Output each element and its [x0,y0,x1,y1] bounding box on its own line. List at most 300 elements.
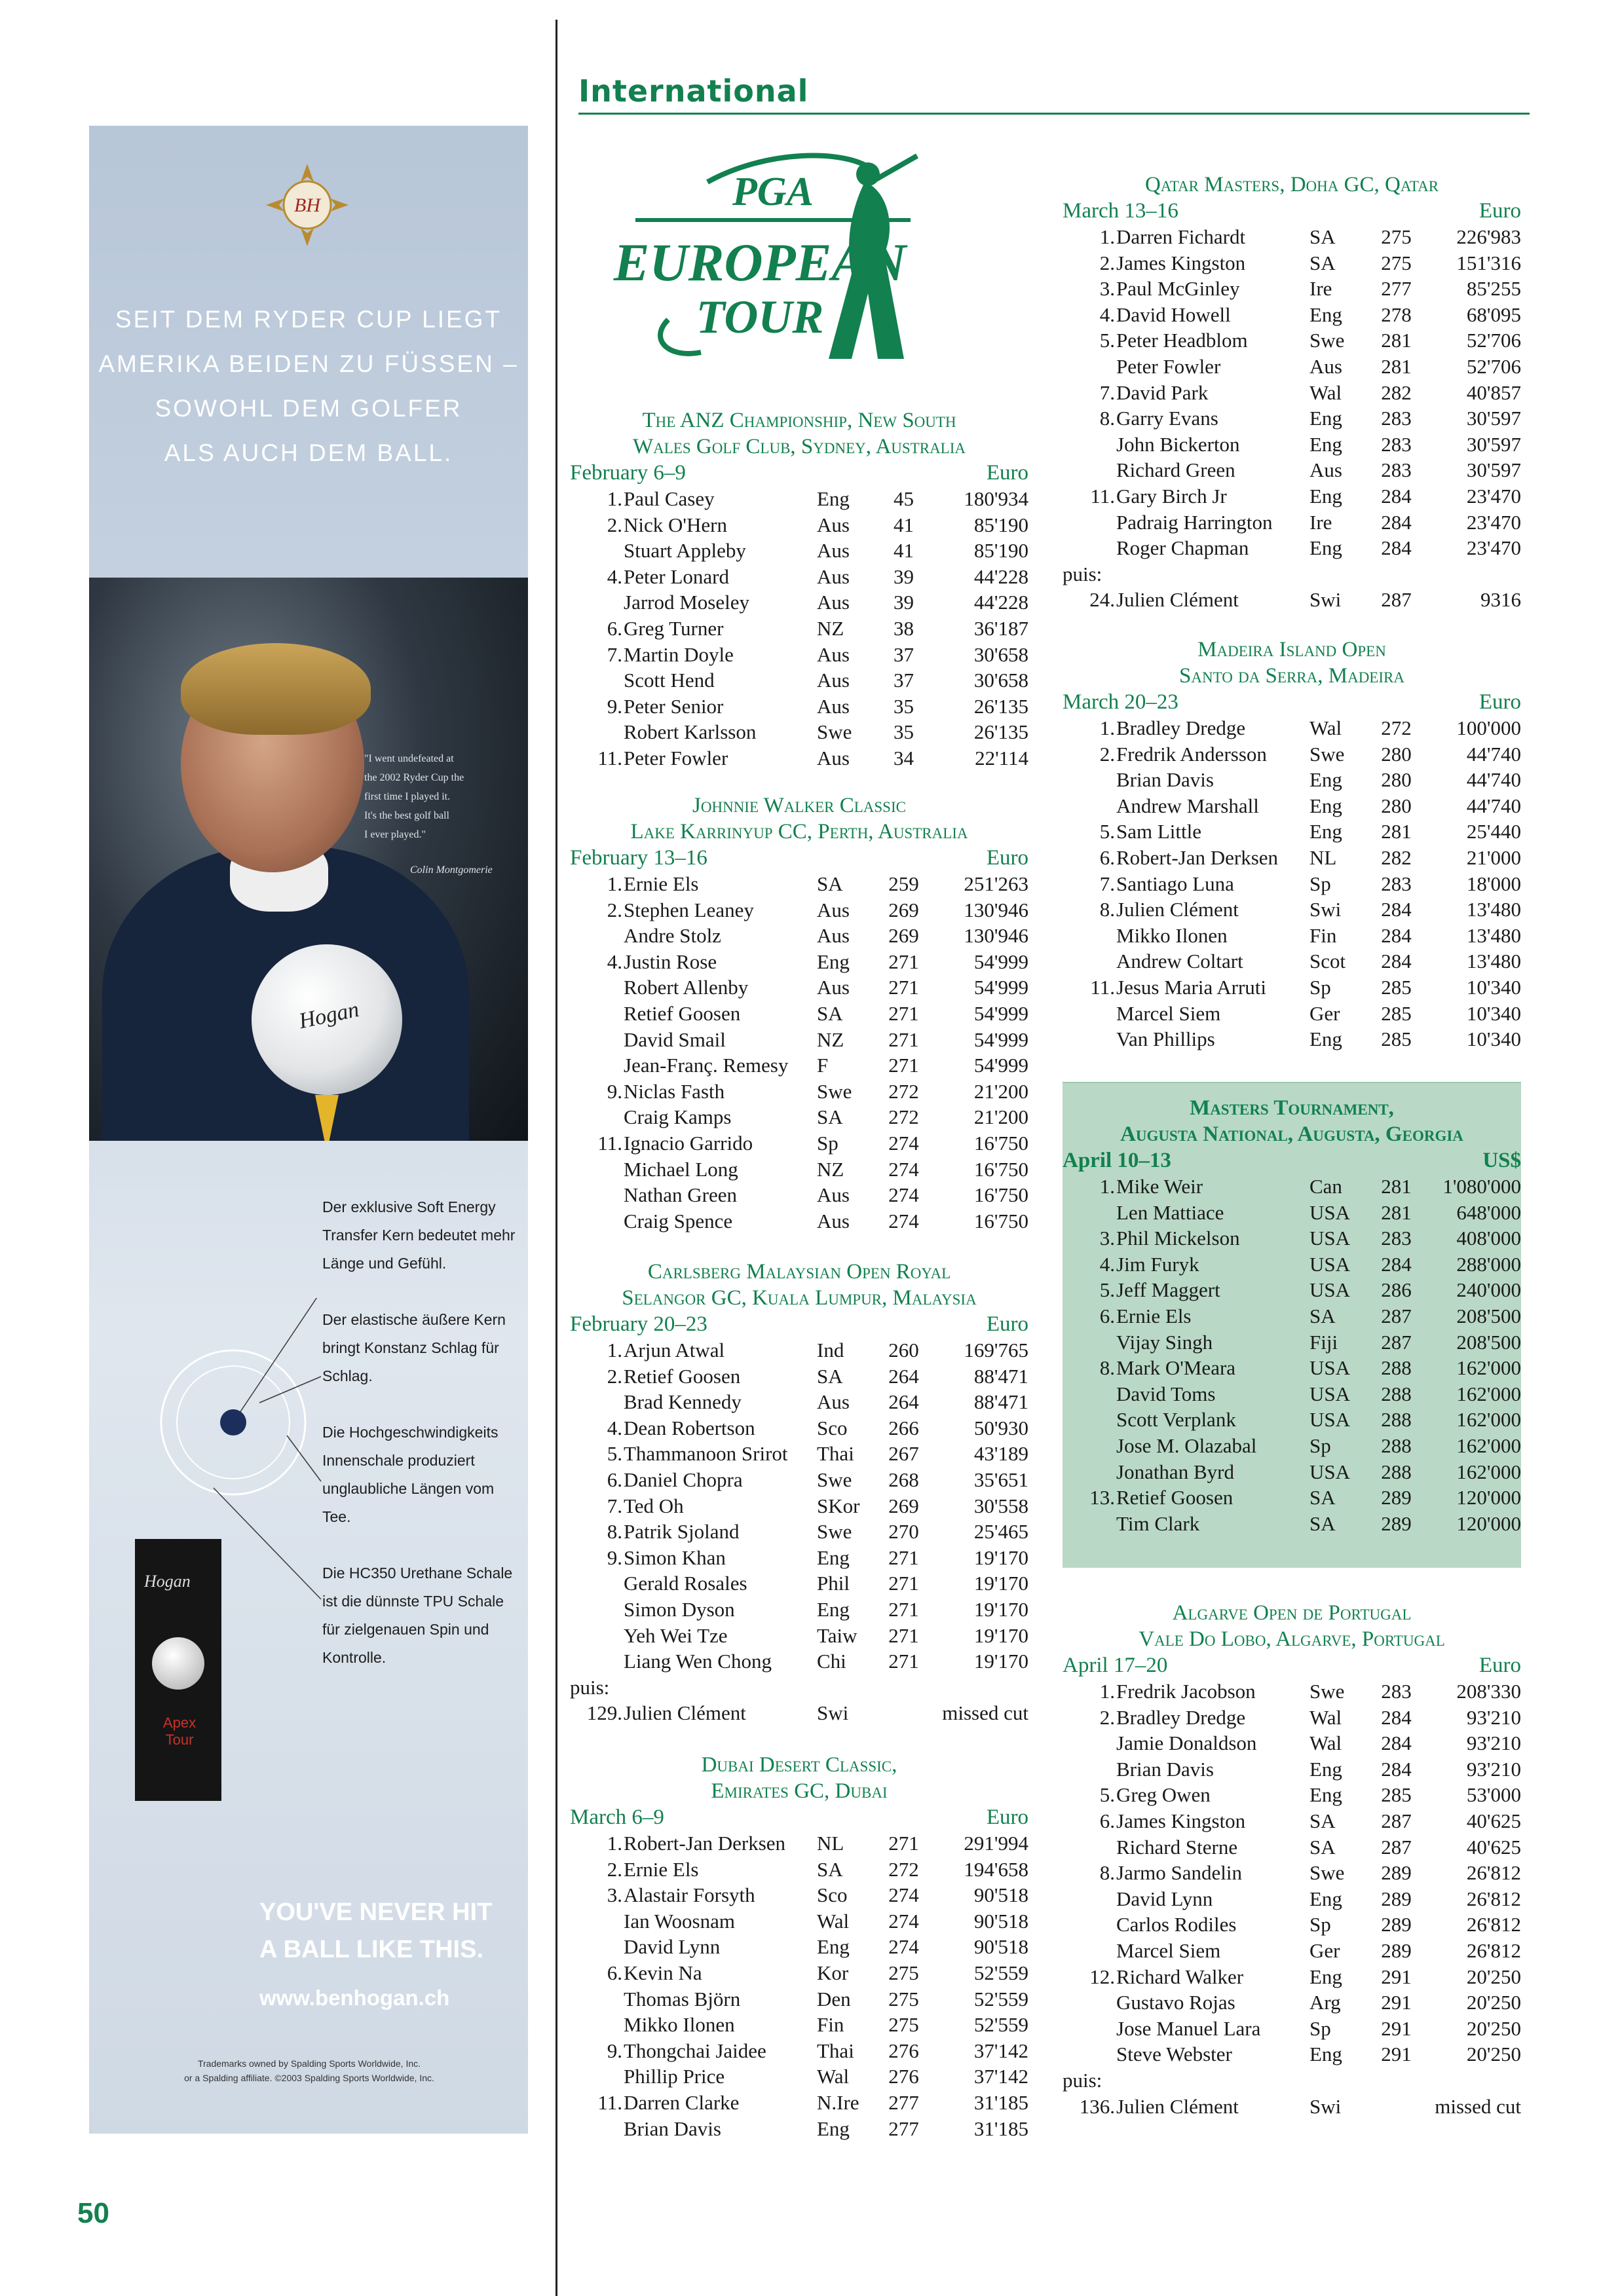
score: 284 [1381,1731,1412,1755]
result-row [570,1157,1028,1183]
score: 284 [1381,1252,1412,1276]
player-name: Ted Oh [624,1494,684,1517]
result-row [570,2064,1028,2090]
player-name: David Park [1116,380,1209,404]
country: USA [1309,1382,1351,1405]
result-row [1063,819,1521,845]
ad-headline-line: ALS AUCH DEM BALL. [164,439,453,466]
result-row [1063,1990,1521,2016]
score: 274 [888,1183,919,1207]
tournament-dates-row [1063,198,1521,224]
player-name: Retief Goosen [624,1001,741,1025]
country: Wal [1309,1705,1342,1729]
score: 285 [1381,1028,1412,1051]
position [570,719,622,745]
country: Thai [817,1442,854,1466]
country: Thai [817,2039,854,2062]
score: 288 [1381,1408,1412,1432]
score: 271 [888,1001,919,1025]
result-row [1063,741,1521,768]
player-name: Craig Kamps [624,1105,732,1129]
country: Aus [817,694,850,718]
earnings: 18'000 [1466,872,1521,895]
score: 289 [1381,1861,1412,1885]
country: Sp [1309,872,1331,895]
position: 2. [1099,1705,1115,1729]
player-name: Michael Long [624,1157,738,1181]
country: SA [1309,1511,1336,1535]
position: 11. [1090,484,1115,508]
result-row [570,1648,1028,1675]
score: 289 [1381,1486,1412,1509]
score: 283 [1381,1680,1412,1703]
player-name: Roger Chapman [1116,536,1249,560]
country: Sp [1309,2016,1331,2040]
position [1063,354,1115,380]
country: Ger [1309,1938,1340,1962]
position [1063,1886,1115,1912]
tournament-dates: April 17–20 [1063,1654,1168,1677]
tournament-algarve [1063,1600,1521,2119]
country: Aus [1309,458,1342,482]
player-name: Ian Woosnam [624,1909,735,1933]
currency-label: US$ [1482,1149,1521,1172]
country: Eng [817,950,850,973]
position: 3. [1099,1227,1115,1250]
score: 285 [1381,975,1412,999]
position [570,1908,622,1935]
score: 39 [894,591,914,614]
score: 288 [1381,1356,1412,1380]
earnings: 88'471 [973,1390,1028,1414]
country: SA [1309,1486,1336,1509]
ad-headline-line: AMERIKA BEIDEN ZU FÜSSEN – [98,350,519,377]
score: 288 [1381,1382,1412,1405]
quote-line: first time I played it. [364,791,451,802]
country: NZ [817,616,844,640]
earnings: 120'000 [1456,1511,1521,1535]
player-name: Bradley Dredge [1116,716,1246,739]
result-row [570,923,1028,949]
result-row [1063,845,1521,871]
player-name: Sam Little [1116,820,1202,843]
earnings: 169'765 [964,1339,1028,1361]
country: Aus [817,1390,850,1414]
score: 41 [894,513,914,536]
position: 12. [1089,1965,1115,1988]
position [1063,1026,1115,1052]
score: 270 [888,1520,919,1544]
earnings: 31'185 [973,2090,1028,2114]
score: 269 [888,898,919,921]
player-name: Jonathan Byrd [1116,1460,1234,1483]
score: 285 [1381,1783,1412,1807]
position [570,667,622,694]
score: 287 [1381,1835,1412,1859]
player-name: Steve Webster [1116,2043,1232,2066]
result-row [570,1934,1028,1960]
earnings: 88'471 [973,1364,1028,1388]
position [570,1157,622,1183]
score: 288 [1381,1460,1412,1483]
player-name: Brian Davis [1116,1757,1214,1781]
earnings: 16'750 [973,1183,1028,1207]
position [1063,1200,1115,1226]
country: Ger [1309,1001,1340,1025]
score: 280 [1381,794,1412,817]
position: 5. [607,1442,622,1466]
earnings: 30'658 [973,669,1028,692]
player-name: Jose M. Olazabal [1116,1434,1257,1457]
result-row [1063,327,1521,354]
position [1063,1459,1115,1485]
earnings: 21'200 [973,1079,1028,1103]
country: Swi [1309,588,1342,612]
result-row [1063,897,1521,923]
earnings: 21'200 [973,1105,1028,1129]
player-quote [364,749,508,844]
ad-headline-line: SOWOHL DEM GOLFER [155,395,462,422]
earnings: 162'000 [1456,1460,1521,1483]
country: Eng [1309,794,1342,817]
country: SA [817,1857,843,1881]
result-row [1063,1938,1521,1964]
player-name: Julien Clément [1116,588,1239,612]
country: Aus [817,513,850,536]
position: 8. [1099,407,1115,430]
result-row [570,589,1028,616]
country: Eng [1309,536,1342,560]
country: SKor [817,1494,860,1517]
player-name: Ernie Els [624,1857,699,1881]
quote-line: I ever played." [364,829,426,840]
country: Ind [817,1339,844,1361]
masters-highlight-box [1063,1082,1521,1568]
player-name: Yeh Wei Tze [624,1623,728,1647]
result-row [1063,1511,1521,1537]
player-name: Peter Fowler [1116,354,1221,378]
earnings: 30'558 [973,1494,1028,1517]
player-name: Retief Goosen [624,1364,741,1388]
country: Aus [817,746,850,769]
player-name: Stuart Appleby [624,539,746,563]
country: Aus [817,539,850,563]
result-row [1063,1329,1521,1356]
result-row [1063,1200,1521,1226]
bh-logo-icon [265,162,350,248]
position: 6. [607,616,622,640]
tournament-johnnie-walker [570,792,1028,1234]
position [1063,2016,1115,2042]
result-row [570,1519,1028,1545]
country: Phil [817,1572,850,1595]
position [570,589,622,616]
pga-logo-text: PGA [732,170,814,214]
tournament-title: Qatar Masters, Doha GC, Qatar [1144,173,1439,196]
player-name: Jarmo Sandelin [1116,1861,1242,1885]
player-name: James Kingston [1116,1809,1246,1832]
score: 274 [888,1131,919,1155]
earnings: 20'250 [1466,1991,1521,2014]
country: Aus [817,591,850,614]
country: Eng [1309,820,1342,843]
player-name: Brian Davis [1116,768,1214,792]
ad-headline-line: SEIT DEM RYDER CUP LIEGT [115,306,502,333]
earnings: 44'740 [1466,768,1521,792]
score: 269 [888,924,919,948]
earnings: 120'000 [1456,1486,1521,1509]
country: Swe [817,720,852,744]
result-row [570,642,1028,668]
earnings: 25'465 [973,1520,1028,1544]
country: Eng [817,1597,850,1621]
ad-slogan [259,1894,492,1969]
position: 8. [1099,1861,1115,1885]
earnings: 31'185 [973,2117,1028,2140]
earnings: 240'000 [1456,1278,1521,1302]
player-name: Gustavo Rojas [1116,1991,1235,2014]
country: Eng [1309,407,1342,430]
result-row [1063,2041,1521,2067]
position: 13. [1089,1486,1115,1509]
position: 11. [597,746,622,769]
score: 289 [1381,1938,1412,1962]
player-name: Simon Dyson [624,1597,735,1621]
score: 283 [1381,872,1412,895]
result-row [570,1363,1028,1390]
earnings: 52'706 [1466,354,1521,378]
pga-logo-text: TOUR [696,291,824,343]
position: 2. [607,513,622,536]
position [1063,948,1115,974]
puis-label: puis: [1063,2068,1102,2092]
country: USA [1309,1252,1351,1276]
result-row [1063,2094,1521,2120]
earnings: 44'740 [1466,794,1521,817]
country: Den [817,1987,851,2010]
tournament-title: Madeira Island Open [1197,638,1386,661]
feature-text: Der elastische äußere Kern bringt Konstanz Schlag für Schlag. [322,1311,506,1384]
player-name: Richard Sterne [1116,1835,1238,1859]
result-row [1063,793,1521,819]
tournament-anz [570,407,1028,771]
position [570,1027,622,1053]
result-row [1063,535,1521,561]
score: 286 [1381,1278,1412,1302]
score: 271 [888,976,919,999]
score: 291 [1381,1991,1412,2014]
player-name: Phil Mickelson [1116,1227,1240,1250]
tournament-title: Vale Do Lobo, Algarve, Portugal [1139,1627,1445,1651]
player-name: Mark O'Meara [1116,1356,1236,1380]
player-name: Peter Fowler [624,746,728,769]
score: 276 [888,2065,919,2088]
position: 8. [607,1520,622,1544]
earnings: 130'946 [964,924,1028,948]
player-name: Justin Rose [624,950,717,973]
earnings: 52'559 [973,1961,1028,1984]
player-name: Andrew Coltart [1116,950,1243,973]
earnings: 288'000 [1456,1252,1521,1276]
player-name: Len Mattiace [1116,1200,1224,1224]
result-row [570,1597,1028,1623]
tournament-title: Dubai Desert Classic, [701,1753,897,1777]
score: 281 [1381,1175,1412,1198]
score: 291 [1381,2016,1412,2040]
position: 129. [586,1701,622,1725]
score: 37 [894,669,914,692]
position: 11. [597,1131,622,1155]
country: Swe [817,1468,852,1491]
country: Eng [1309,1887,1342,1910]
earnings: 30'597 [1466,432,1521,456]
position [570,2012,622,2038]
earnings: 54'999 [973,1028,1028,1051]
result-row [570,1441,1028,1467]
player-name: Mike Weir [1116,1175,1203,1198]
earnings: 36'187 [973,616,1028,640]
position: 11. [597,2090,622,2114]
position [1063,432,1115,458]
ad-url: www.benhogan.ch [259,1986,450,2010]
player-name: Fredrik Andersson [1116,742,1267,766]
player-name: Peter Headblom [1116,329,1248,352]
score: 271 [888,1623,919,1647]
earnings: 26'812 [1466,1887,1521,1910]
player-name: Marcel Siem [1116,1001,1221,1025]
ball-box-image [135,1539,221,1801]
player-name: Daniel Chopra [624,1468,743,1491]
legal-line: Trademarks owned by Spalding Sports Worldwide, Inc. [197,2058,421,2069]
result-row [1063,250,1521,276]
position: 1. [607,1832,622,1855]
position: 4. [607,1416,622,1439]
bh-logo-text: BH [294,194,320,216]
player-name: Andre Stolz [624,924,721,948]
result-row [570,719,1028,745]
country: Kor [817,1961,849,1984]
result-row [1063,1912,1521,1938]
player-name: Liang Wen Chong [624,1650,772,1673]
score: 284 [1381,536,1412,560]
result-row [1063,1705,1521,1731]
player-name: Greg Turner [624,616,724,640]
position: 6. [607,1468,622,1491]
country: NZ [817,1157,844,1181]
score: 287 [1381,1330,1412,1354]
player-name: Phillip Price [624,2065,725,2088]
result-row [1063,587,1521,613]
player-name: Brad Kennedy [624,1390,742,1414]
position: 5. [1099,329,1115,352]
score: 34 [894,746,914,769]
player-name: Jarrod Moseley [624,591,749,614]
result-row [570,1389,1028,1415]
score: 284 [1381,950,1412,973]
position [570,974,622,1001]
position: 6. [1099,845,1115,869]
result-row [570,1986,1028,2012]
result-row [570,694,1028,720]
player-name: Vijay Singh [1116,1330,1213,1354]
earnings: 68'095 [1466,303,1521,326]
currency-label: Euro [1479,690,1521,714]
tournament-dates-row [1063,1652,1521,1678]
player-name: Ignacio Garrido [624,1131,753,1155]
country: Sp [1309,1913,1331,1936]
result-row [1063,1277,1521,1303]
position [1063,923,1115,949]
score: 264 [888,1364,919,1388]
result-row [1063,1355,1521,1381]
player-name: Darren Fichardt [1116,225,1246,248]
tournament-title: Algarve Open de Portugal [1172,1601,1412,1625]
result-row [1063,948,1521,974]
earnings: 16'750 [973,1157,1028,1181]
position: 1. [1099,1680,1115,1703]
score: 45 [894,487,914,510]
position [570,1986,622,2012]
player-name: Bradley Dredge [1116,1705,1246,1729]
result-row [1063,276,1521,302]
tournament-dates: February 20–23 [570,1312,707,1336]
score: 271 [888,1028,919,1051]
result-row [570,1208,1028,1234]
score: 280 [1381,742,1412,766]
country: USA [1309,1356,1351,1380]
result-row [570,2090,1028,2116]
score: 284 [1381,1757,1412,1781]
earnings: 35'651 [973,1468,1028,1491]
tournament-dates: March 6–9 [570,1805,664,1829]
currency-label: Euro [1479,199,1521,223]
box-label [153,1714,206,1749]
earnings: 44'740 [1466,742,1521,766]
score: 274 [888,1883,919,1907]
result-row [1063,509,1521,536]
earnings: 54'999 [973,1054,1028,1077]
position: 6. [607,1961,622,1984]
position: 7. [1099,872,1115,895]
position: 7. [1099,380,1115,404]
country: SA [1309,1835,1336,1859]
result-row [1063,1001,1521,1027]
country: SA [817,872,843,895]
score: 35 [894,694,914,718]
country: Taiw [817,1623,857,1647]
position: 1. [607,1339,622,1361]
player-name: Scott Verplank [1116,1408,1236,1432]
earnings: 208'330 [1456,1680,1521,1703]
tournament-dates-row [570,1804,1028,1830]
earnings: 85'190 [973,513,1028,536]
player-name: Carlos Rodiles [1116,1913,1237,1936]
ben-hogan-advertisement [89,126,528,2134]
score: 289 [1381,1887,1412,1910]
result-row [1063,1026,1521,1052]
earnings: 23'470 [1466,484,1521,508]
position: 3. [1099,277,1115,301]
result-row [570,1545,1028,1571]
result-row [1063,1459,1521,1485]
score: 284 [1381,898,1412,921]
result-row [570,564,1028,590]
score: 282 [1381,845,1412,869]
position: 2. [607,898,622,921]
position: 2. [1099,742,1115,766]
country: Swi [1309,898,1342,921]
score: 272 [888,1105,919,1129]
